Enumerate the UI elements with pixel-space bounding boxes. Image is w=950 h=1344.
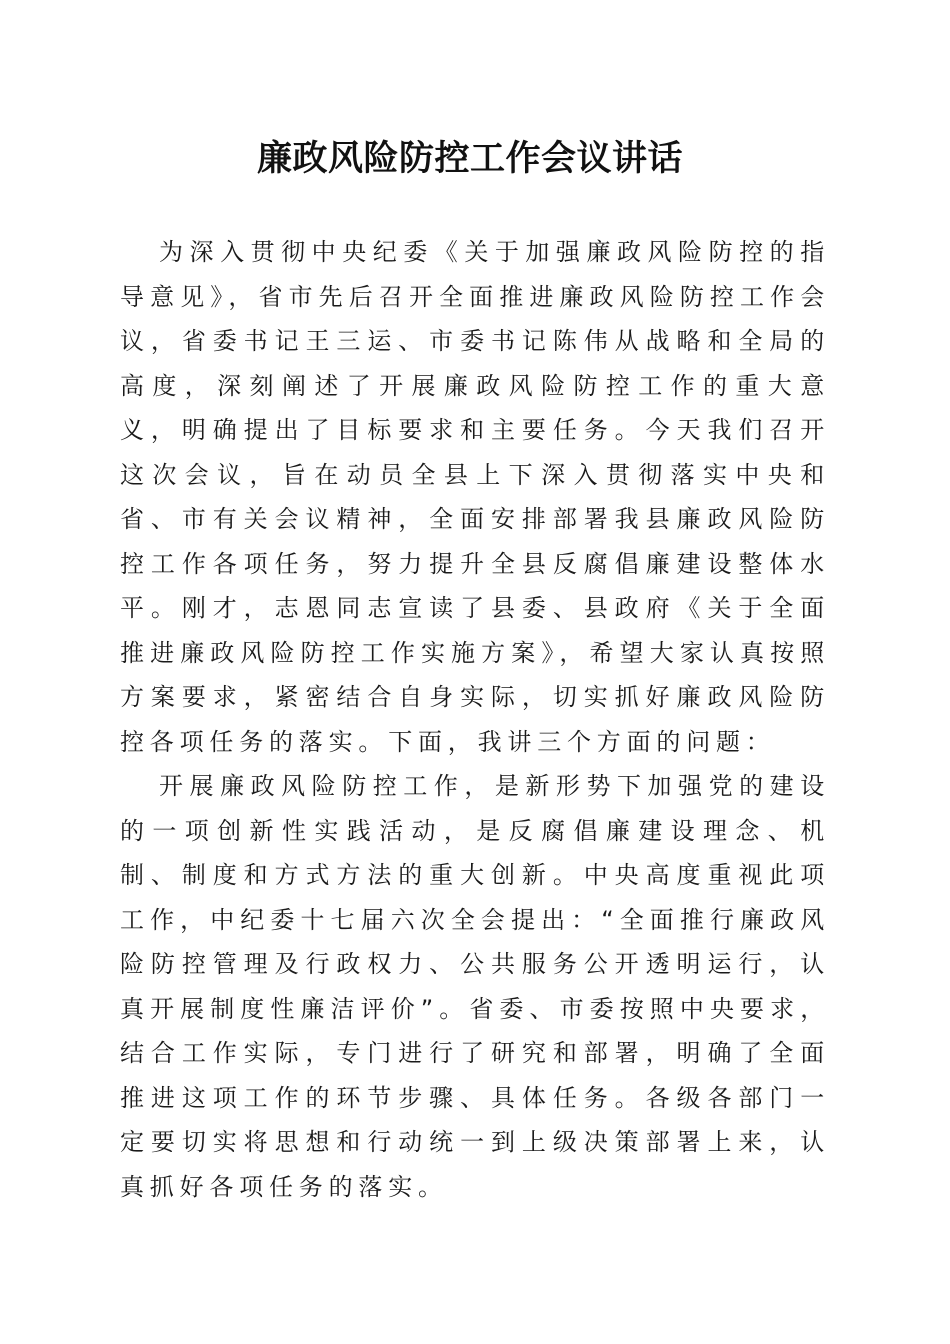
document-body <box>120 230 830 1209</box>
document-title: 廉政风险防控工作会议讲话 <box>256 138 683 179</box>
paragraph-significance: 开展廉政风险防控工作，是新形势下加强党的建设的一项创新性实践活动，是反腐倡廉建设理念、机制、制度和方式方法的重大创新。中央高度重视此项工作，中纪委十七届六次全会提出：“全面推行廉政风险防控管理及行政权力、公共服务公开透明运行，认真开展制度性廉洁评价”。省委、市委按照中央要求，结合工作实际，专门进行了研究和部署，明确了全面推进这项工作的环节步骤、具体任务。各级各部门一定要切实将思想和行动统一到上级决策部署上来，认真抓好各项任务的落实。 <box>120 772 830 1201</box>
paragraph-intro: 为深入贯彻中央纪委《关于加强廉政风险防控的指导意见》，省市先后召开全面推进廉政风险防控工作会议，省委书记王三运、市委书记陈伟从战略和全局的高度，深刻阐述了开展廉政风险防控工作的重大意义，明确提出了目标要求和主要任务。今天我们召开这次会议，旨在动员全县上下深入贯彻落实中央和省、市有关会议精神，全面安排部署我县廉政风险防控工作各项任务，努力提升全县反腐倡廉建设整体水平。刚才，志恩同志宣读了县委、县政府《关于全面推进廉政风险防控工作实施方案》，希望大家认真按照方案要求，紧密结合自身实际，切实抓好廉政风险防控各项任务的落实。下面，我讲三个方面的问题： <box>120 238 830 756</box>
